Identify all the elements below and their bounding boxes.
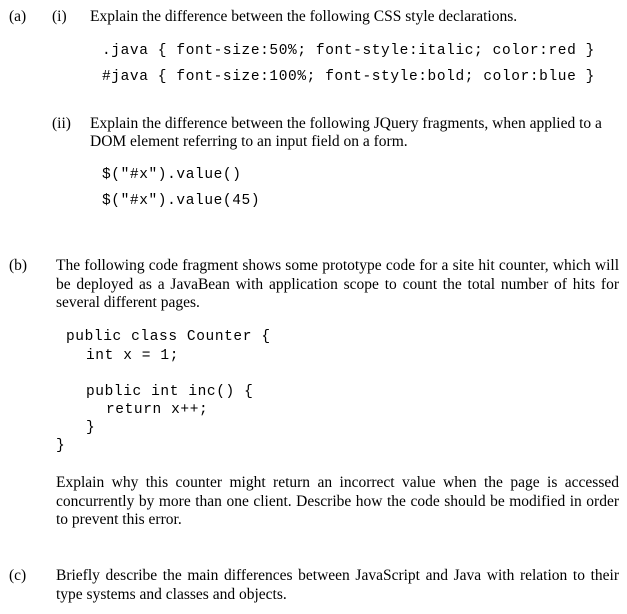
part-a-ii-question-line-2: DOM element referring to an input field on a form.	[90, 133, 408, 150]
part-a-i-question: Explain the difference between the following CSS style declarations.	[90, 8, 518, 25]
part-a-label: (a)	[9, 8, 27, 25]
part-b-label: (b)	[9, 257, 28, 274]
part-a-ii-label: (ii)	[52, 115, 71, 132]
java-code-line-6: }	[86, 420, 96, 436]
jquery-code-line-2: $("#x").value(45)	[102, 193, 261, 209]
java-code-line-5: return x++;	[106, 402, 209, 418]
part-a-i-label: (i)	[52, 8, 67, 25]
part-b-question: Explain why this counter might return an incorrect value when the page is accessed concurrently by more than one client. Describe how the code should be modified in order to prevent this error.	[56, 474, 619, 528]
css-code-line-1: .java { font-size:50%; font-style:italic; color:red }	[102, 43, 595, 59]
java-code-line-1: public class Counter {	[66, 329, 271, 345]
jquery-code-line-1: $("#x").value()	[102, 167, 242, 183]
part-c-label: (c)	[9, 567, 27, 584]
css-code-line-2: #java { font-size:100%; font-style:bold; color:blue }	[102, 69, 595, 85]
part-c-question: Briefly describe the main differences between JavaScript and Java with relation to their type systems and classes and objects.	[56, 567, 619, 603]
java-code-line-7: }	[56, 438, 66, 454]
java-code-line-2: int x = 1;	[86, 348, 180, 364]
part-a-ii-question-line-1: Explain the difference between the following JQuery fragments, when applied to a	[90, 115, 602, 132]
part-b-intro: The following code fragment shows some prototype code for a site hit counter, which will be deployed as a JavaBean with application scope to count the total number of hits for several different pages.	[56, 257, 619, 311]
java-code-line-4: public int inc() {	[86, 384, 254, 400]
